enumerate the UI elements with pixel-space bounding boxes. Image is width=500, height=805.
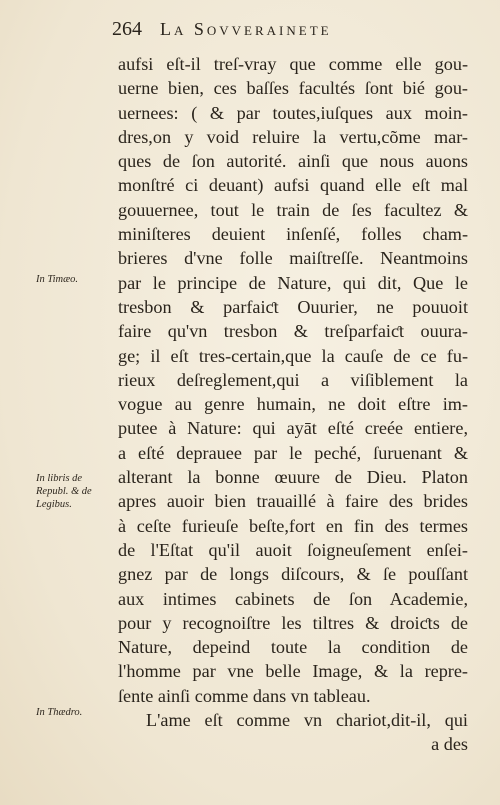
text-line: tresbon & parfaiƈt Ouurier, ne pouuoit (118, 296, 468, 317)
text-line: apres auoir bien trauaillé à faire des brides (118, 491, 468, 512)
running-head: La Sovverainete (160, 19, 332, 39)
text-line: aufsi eſt-il treſ-vray que comme elle gou- (118, 54, 468, 74)
text-line: uernees: ( & par toutes,iuſques aux moin- (118, 102, 468, 123)
text-line: gouuernee, tout le train de ſes facultez & (118, 199, 468, 220)
text-line: putee à Nature: qui ayāt eſté creée entiere, (118, 418, 468, 439)
text-line: miniſteres deuient inſenſé, folles cham- (118, 224, 468, 245)
text-line: alterant la bonne œuure de Dieu. Platon (118, 467, 468, 488)
margin-note: In libris de Republ. & de Legibus. (36, 473, 92, 510)
page-number: 264 (112, 18, 142, 40)
text-line: à ceſte furieuſe beſte,fort en fin des termes (118, 515, 468, 536)
text-line: pour y recognoiſtre les tiltres & droiƈts de (118, 612, 468, 633)
catchword: a des (431, 734, 468, 755)
text-line: faire qu'vn tresbon & treſparfaiƈt ouura- (118, 321, 468, 342)
text-line: ques de ſon autorité. ainſi que nous auons (118, 151, 468, 172)
text-line: L'ame eſt comme vn chariot,dit-il, qui (146, 710, 468, 731)
text-line: aux intimes cabinets de ſon Academie, (118, 588, 468, 609)
text-line: a eſté deprauee par le peché, ſuruenant & (118, 442, 468, 463)
text-line: ge; il eſt tres-certain,que la cauſe de ce fu- (118, 345, 468, 366)
text-line: l'homme par vne belle Image, & la repre- (118, 661, 468, 682)
text-line: ſente ainſi comme dans vn tableau. (118, 685, 371, 706)
text-line: uerne bien, ces baſſes facultés ſont bié gou- (118, 78, 468, 99)
text-line: rieux deſreglement,qui a viſiblement la (118, 369, 468, 390)
text-line: par le principe de Nature, qui dit, Que le (118, 272, 468, 293)
text-line: gnez par de longs diſcours, & ſe pouſſant (118, 564, 468, 585)
margin-note: In Thædro. (36, 707, 83, 718)
text-line: monſtré ci deuant) aufsi quand elle eſt mal (118, 175, 468, 196)
text-line: de l'Eſtat qu'il auoit ſoigneuſement enſei- (118, 539, 468, 560)
text-line: brieres d'vne folle maiſtreſſe. Neantmoins (118, 248, 468, 269)
text-line: Nature, depeind toute la condition de (118, 637, 468, 658)
text-line: dres,on y void reluire la vertu,cõme mar- (118, 126, 468, 147)
body-text (118, 52, 468, 757)
margin-note: In Timæo. (36, 274, 79, 285)
page-header (112, 18, 472, 41)
text-line: vogue au genre humain, ne doit eſtre im- (118, 394, 468, 415)
